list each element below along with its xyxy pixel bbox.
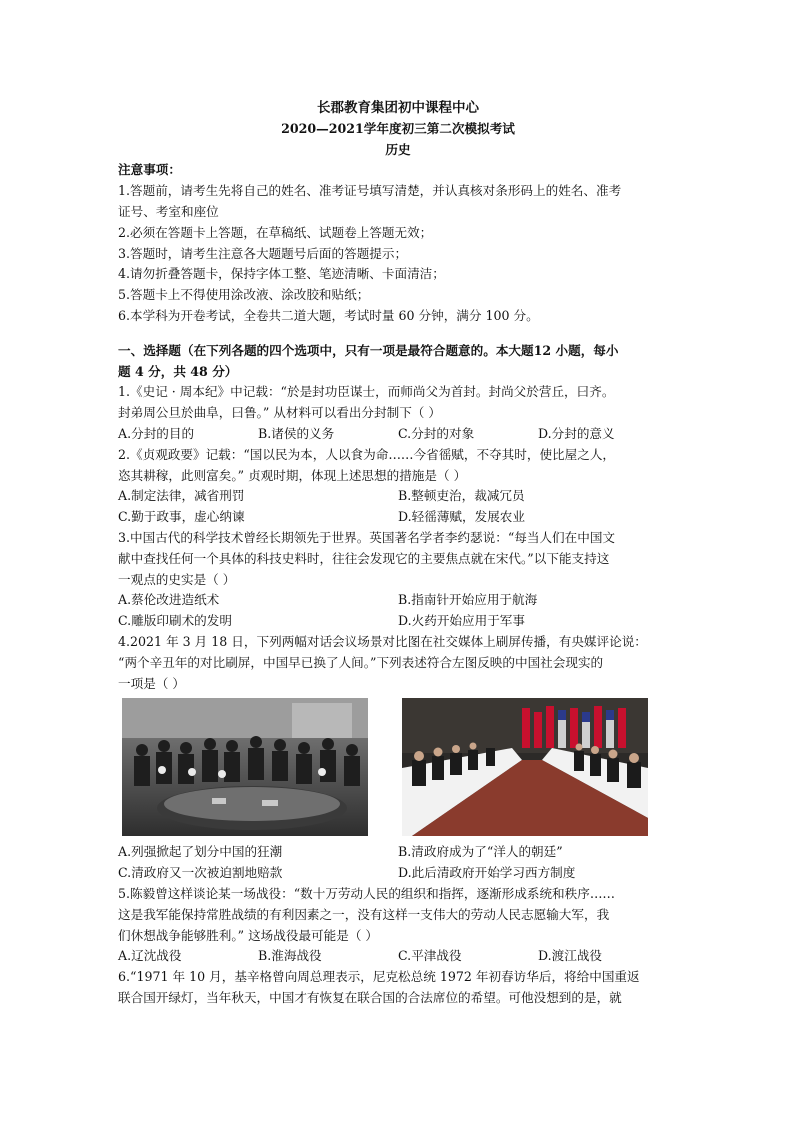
notice-line: 4.请勿折叠答题卡，保持字体工整、笔迹清晰、卡面清洁； xyxy=(118,266,445,282)
question-1-options xyxy=(118,424,678,445)
question-6-stem: 联合国开绿灯，当年秋天，中国才有恢复在联合国的合法席位的希望。可他没想到的是，就 xyxy=(118,989,622,1005)
notice-line: 5.答题卡上不得使用涂改液、涂改胶和贴纸； xyxy=(118,287,370,303)
photo-2021-talks xyxy=(402,698,648,836)
question-2-options-row2 xyxy=(118,507,678,528)
photo-1901-image xyxy=(122,698,368,836)
option-d: D.火药开始应用于军事 xyxy=(398,613,525,629)
question-3-options xyxy=(118,590,678,611)
option-c: C.平津战役 xyxy=(398,948,462,964)
option-c: C.勤于政事，虚心纳谏 xyxy=(118,509,245,525)
notice-line: 1.答题前，请考生先将自己的姓名、准考证号填写清楚，并认真核对条形码上的姓名、准考 xyxy=(118,183,622,199)
question-5-stem: 们休想战争能够胜利。” 这场战役最可能是（ ） xyxy=(118,927,379,943)
question-4-photos xyxy=(122,698,648,836)
section-heading: 一、选择题（在下列各题的四个选项中，只有一项是最符合题意的。本大题12 小题，每小 xyxy=(118,342,619,358)
question-2-stem: 2.《贞观政要》记载：“国以民为本，人以食为命……今省徭赋，不夺其时，使比屋之人， xyxy=(118,446,616,462)
question-3-stem: 3.中国古代的科学技术曾经长期领先于世界。英国著名学者李约瑟说：“每当人们在中国文 xyxy=(118,529,616,545)
option-b: B.整顿吏治，裁减冗员 xyxy=(398,488,525,504)
org-title: 长郡教育集团初中课程中心 xyxy=(317,100,479,116)
section-heading: 题 4 分，共 48 分） xyxy=(118,363,238,379)
question-4-stem: “两个辛丑年的对比刷屏，中国早已换了人间。”下列表述符合左图反映的中国社会现实的 xyxy=(118,654,604,670)
option-a: A.蔡伦改进造纸术 xyxy=(118,592,220,608)
option-d: D.轻徭薄赋，发展农业 xyxy=(398,509,525,525)
notice-line: 证号、考室和座位 xyxy=(118,203,219,219)
option-a: A.辽沈战役 xyxy=(118,948,182,964)
question-3-stem: 献中查找任何一个具体的科技史料时，往往会发现它的主要焦点就在宋代。”以下能支持这 xyxy=(118,550,610,566)
option-d: D.渡江战役 xyxy=(538,948,603,964)
option-a: A.分封的目的 xyxy=(118,425,195,441)
option-c: C.清政府又一次被迫割地赔款 xyxy=(118,865,283,881)
question-6-stem: 6.“1971 年 10 月，基辛格曾向周总理表示，尼克松总统 1972 年初春访华后，将给中国重返 xyxy=(118,969,640,985)
notice-line: 2.必须在答题卡上答题，在草稿纸、试题卷上答题无效； xyxy=(118,224,433,240)
option-b: B.清政府成为了“洋人的朝廷” xyxy=(398,844,563,860)
option-b: B.诸侯的义务 xyxy=(258,425,335,441)
question-5-stem: 5.陈毅曾这样谈论某一场战役：“数十万劳动人民的组织和指挥，逐渐形成系统和秩序…… xyxy=(118,885,616,901)
subject-title: 历史 xyxy=(385,141,411,157)
notice-line: 3.答题时，请考生注意各大题题号后面的答题提示； xyxy=(118,245,408,261)
question-2-options xyxy=(118,486,678,507)
question-5-stem: 这是我军能保持常胜战绩的有利因素之一，没有这样一支伟大的劳动人民志愿输大军，我 xyxy=(118,906,610,922)
question-1-stem: 1.《史记 · 周本纪》中记载：“於是封功臣谋士，而师尚父为首封。封尚父於营丘，曰齐。 xyxy=(118,384,615,400)
question-4-stem: 一项是（ ） xyxy=(118,675,185,691)
option-d: D.此后清政府开始学习西方制度 xyxy=(398,865,576,881)
question-3-options-row2 xyxy=(118,611,678,632)
question-4-options xyxy=(118,842,678,863)
option-c: C.雕版印刷术的发明 xyxy=(118,613,232,629)
question-3-stem: 一观点的史实是（ ） xyxy=(118,571,236,587)
option-b: B.淮海战役 xyxy=(258,948,322,964)
photo-1901-signing xyxy=(122,698,368,836)
exam-page xyxy=(118,98,678,1009)
question-4-options-row2 xyxy=(118,863,678,884)
option-a: A.制定法律，减省刑罚 xyxy=(118,488,245,504)
exam-title: 2020—2021学年度初三第二次模拟考试 xyxy=(281,120,515,136)
question-2-stem: 恣其耕稼，此则富矣。” 贞观时期，体现上述思想的措施是（ ） xyxy=(118,467,467,483)
photo-2021-image xyxy=(402,698,648,836)
question-4-stem: 4.2021 年 3 月 18 日，下列两幅对话会议场景对比图在社交媒体上刷屏传播，有央媒评论说： xyxy=(118,633,647,649)
option-d: D.分封的意义 xyxy=(538,425,615,441)
question-1-stem: 封弟周公旦於曲阜，曰鲁。” 从材料可以看出分封制下（ ） xyxy=(118,405,441,421)
option-a: A.列强掀起了划分中国的狂潮 xyxy=(118,844,283,860)
notice-line: 6.本学科为开卷考试，全卷共二道大题，考试时量 60 分钟，满分 100 分。 xyxy=(118,307,539,323)
notice-title: 注意事项： xyxy=(118,162,181,178)
option-c: C.分封的对象 xyxy=(398,425,475,441)
option-b: B.指南针开始应用于航海 xyxy=(398,592,538,608)
question-5-options xyxy=(118,946,678,967)
